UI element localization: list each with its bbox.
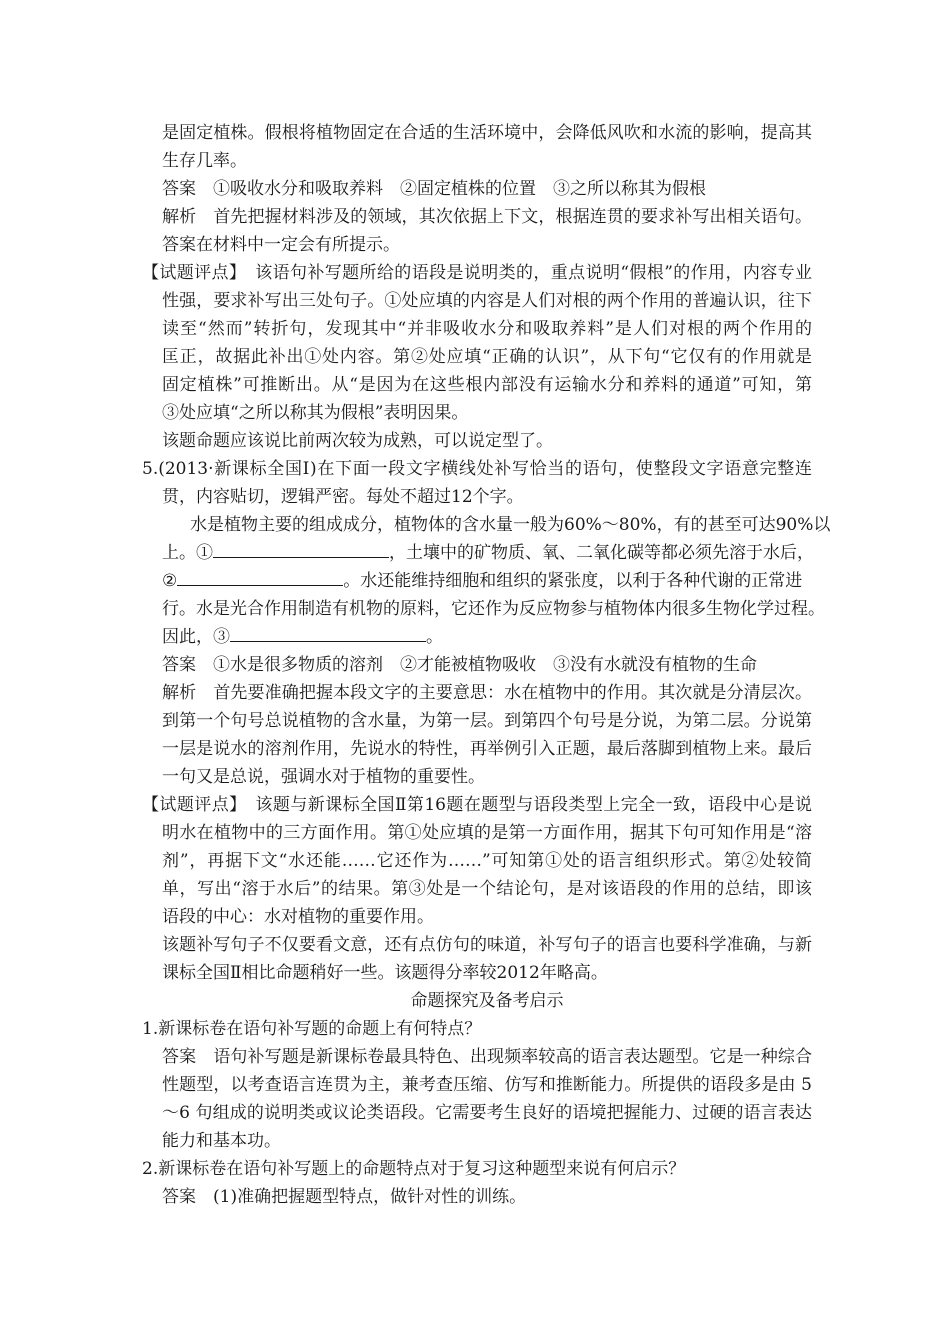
text-line: 剂”，再据下文“水还能……它还作为……”可知第①处的语言组织形式。第②处较简	[162, 851, 812, 871]
passage-line: 水是植物主要的组成成分，植物体的含水量一般为60%～80%，有的甚至可达90%以	[190, 515, 831, 535]
passage-text: 。水还能维持细胞和组织的紧张度，以利于各种代谢的正常进	[343, 571, 803, 591]
passage-line-blank-1	[162, 539, 812, 567]
text-line: 课标全国Ⅱ相比命题稍好一些。该题得分率较2012年略高。	[162, 963, 608, 983]
analysis-line: 解析 首先把握材料涉及的领域，其次依据上下文，根据连贯的要求补写出相关语句。	[162, 207, 812, 227]
text-line: 固定植株”可推断出。从“是因为在这些根内部没有运输水分和养料的通道”可知，第	[162, 375, 812, 395]
text-line: 一层是说水的溶剂作用，先说水的特性，再举例引入正题，最后落脚到植物上来。最后	[162, 739, 812, 759]
text-line: ③处应填“之所以称其为假根”表明因果。	[162, 403, 469, 423]
text-line: 贯，内容贴切，逻辑严密。每处不超过12个字。	[162, 487, 524, 507]
comment-line: 【试题评点】 该语句补写题所给的语段是说明类的，重点说明“假根”的作用，内容专业	[142, 263, 812, 283]
text-line: 一句又是总说，强调水对于植物的重要性。	[162, 767, 485, 787]
text-line: 该题补写句子不仅要看文意，还有点仿句的味道，补写句子的语言也要科学准确，与新	[162, 935, 812, 955]
answer-line: 答案 ①水是很多物质的溶剂 ②才能被植物吸收 ③没有水就没有植物的生命	[162, 655, 757, 675]
fill-blank-3	[230, 623, 426, 642]
text-line: 单，写出“溶于水后”的结果。第③处是一个结论句，是对该语段的作用的总结，即该	[162, 879, 812, 899]
comment-line: 【试题评点】 该题与新课标全国Ⅱ第16题在题型与语段类型上完全一致，语段中心是说	[142, 795, 812, 815]
passage-line-blank-2	[162, 567, 812, 595]
answer-line: 答案 ①吸收水分和吸取养料 ②固定植株的位置 ③之所以称其为假根	[162, 179, 706, 199]
text-line: 是固定植株。假根将植物固定在合适的生活环境中，会降低风吹和水流的影响，提高其	[162, 123, 812, 143]
text-line: 明水在植物中的三方面作用。第①处应填的是第一方面作用，据其下句可知作用是“溶	[162, 823, 812, 843]
text-line: 到第一个句号总说植物的含水量，为第一层。到第四个句号是分说，为第二层。分说第	[162, 711, 812, 731]
question-5-stem: 5.(2013·新课标全国Ⅰ)在下面一段文字横线处补写恰当的语句，使整段文字语意完整连	[142, 459, 812, 479]
text-line: 性强，要求补写出三处句子。①处应填的内容是人们对根的两个作用的普遍认识，往下	[162, 291, 812, 311]
text-line: 匡正，故据此补出①处内容。第②处应填“正确的认识”，从下句“它仅有的作用就是	[162, 347, 812, 367]
text-line: ～6 句组成的说明类或议论类语段。它需要考生良好的语境把握能力、过硬的语言表达	[162, 1103, 812, 1123]
passage-text: ，土壤中的矿物质、氧、二氧化碳等都必须先溶于水后，	[389, 543, 814, 563]
text-line: 该题命题应该说比前两次较为成熟，可以说定型了。	[162, 431, 553, 451]
answer-line: 答案 (1)准确把握题型特点，做针对性的训练。	[162, 1187, 527, 1207]
text-line: 答案在材料中一定会有所提示。	[162, 235, 400, 255]
fill-blank-2	[177, 567, 343, 586]
text-line: 能力和基本功。	[162, 1131, 281, 1151]
text-line: 生存几率。	[162, 151, 247, 171]
passage-text: 。	[426, 627, 443, 647]
passage-line-blank-3	[162, 623, 812, 651]
text-line: 读至“然而”转折句，发现其中“并非吸收水分和吸取养料”是人们对根的两个作用的	[162, 319, 812, 339]
blank-label: 因此，③	[162, 627, 230, 647]
text-line: 性题型，以考查语言连贯为主，兼考查压缩、仿写和推断能力。所提供的语段多是由 5	[162, 1075, 812, 1095]
section-heading: 命题探究及备考启示	[410, 991, 564, 1011]
fill-blank-1	[213, 539, 389, 558]
blank-label: 上。①	[162, 543, 213, 563]
blank-label: ②	[162, 571, 178, 591]
passage-line: 行。水是光合作用制造有机物的原料，它还作为反应物参与植物体内很多生物化学过程。	[162, 599, 825, 619]
text-line: 语段的中心：水对植物的重要作用。	[162, 907, 434, 927]
analysis-line: 解析 首先要准确把握本段文字的主要意思：水在植物中的作用。其次就是分清层次。	[162, 683, 812, 703]
question-2: 2.新课标卷在语句补写题上的命题特点对于复习这种题型来说有何启示？	[142, 1159, 686, 1179]
question-1: 1.新课标卷在语句补写题的命题上有何特点？	[142, 1019, 482, 1039]
answer-line: 答案 语句补写题是新课标卷最具特色、出现频率较高的语言表达题型。它是一种综合	[162, 1047, 812, 1067]
